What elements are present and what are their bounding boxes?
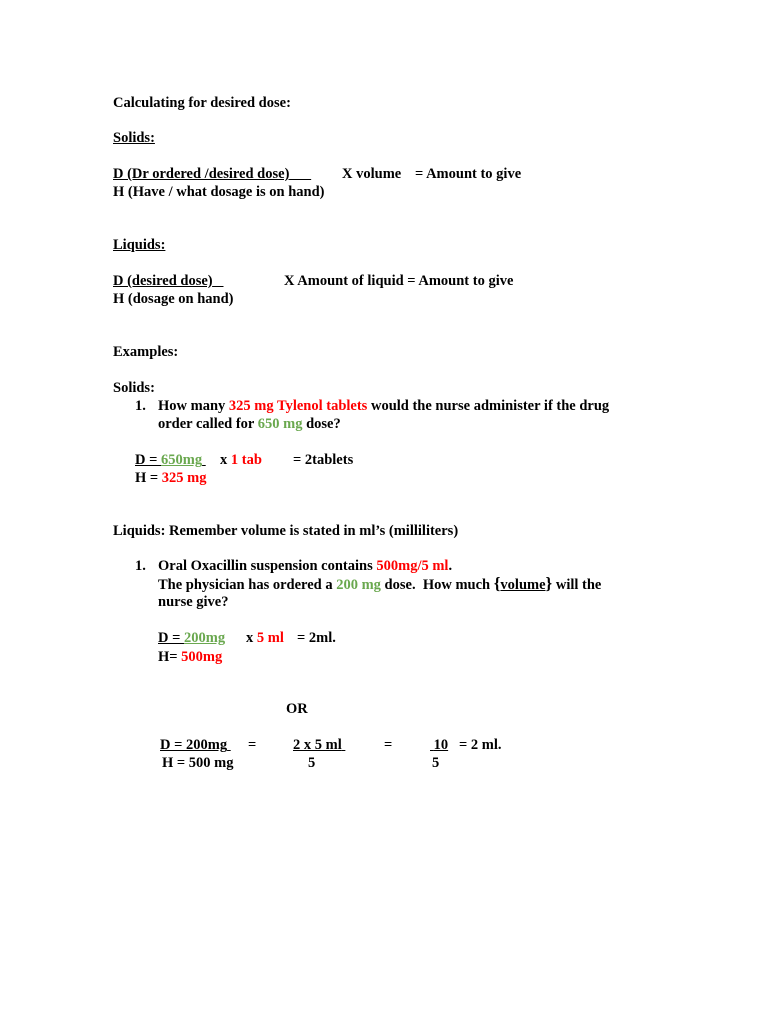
liquids-h-label: H= (158, 649, 182, 665)
liquids-l2-text1: The physician has ordered a (158, 577, 337, 593)
or-denominator-2: 5 (308, 755, 316, 771)
liquids-calc-denominator (158, 648, 222, 666)
liquids-x-value: 5 ml (256, 630, 284, 646)
solids-example-number: 1. (135, 398, 146, 414)
liquids-times-label: X Amount of liquid = Amount to give (284, 273, 514, 289)
liquids-example-heading: Liquids: Remember volume is stated in ml’s (milliliters) (113, 523, 459, 539)
liquids-l2-dose: 200 mg (336, 577, 381, 593)
liquids-calc-multiplier (246, 629, 284, 647)
open-brace: { (493, 574, 501, 593)
solids-q-text1: How many (158, 398, 229, 414)
liquids-numerator-text: D (desired dose) (113, 273, 213, 289)
liquids-l2-text3: will the (552, 577, 602, 593)
solids-h-value: 325 mg (161, 470, 207, 486)
solids-numerator-text: D (Dr ordered /desired dose) (113, 166, 290, 182)
liquids-x-label: x (246, 630, 257, 646)
solids-q-drug: 325 mg Tylenol tablets (228, 398, 368, 414)
solids-d-label: D = (135, 452, 161, 468)
solids-times-label: X volume (342, 166, 402, 182)
liquids-example-line3: nurse give? (158, 594, 229, 610)
solids-q-text4: dose? (302, 416, 341, 432)
solids-calc-denominator (135, 469, 207, 487)
liquids-l1-text1: Oral Oxacillin suspension contains (158, 558, 377, 574)
solids-formula-denominator: H (Have / what dosage is on hand) (113, 184, 325, 200)
solids-calc-result: = 2tablets (293, 452, 354, 468)
solids-calc-multiplier (220, 451, 262, 469)
or-equals-1: = (248, 737, 257, 753)
liquids-d-value: 200mg (183, 630, 226, 646)
close-brace: } (545, 574, 553, 593)
solids-calc-numerator (135, 451, 206, 469)
liquids-example-line1 (158, 557, 452, 575)
or-result: = 2 ml. (459, 737, 502, 753)
liquids-l1-concentration: 500mg/5 ml (376, 558, 449, 574)
or-numerator-2 (293, 736, 345, 754)
solids-equals-label: = Amount to give (415, 166, 522, 182)
solids-formula-numerator (113, 165, 311, 183)
liquids-formula-denominator: H (dosage on hand) (113, 291, 234, 307)
or-label: OR (286, 701, 308, 717)
liquids-calc-numerator (158, 629, 225, 647)
or-numerator-3 (430, 736, 448, 754)
liquids-l1-text2: . (448, 558, 453, 574)
solids-q-text3: order called for (158, 416, 258, 432)
liquids-example-number: 1. (135, 558, 146, 574)
solids-q-text2: would the nurse administer if the drug (367, 398, 610, 414)
liquids-h-value: 500mg (181, 649, 223, 665)
liquids-heading: Liquids: (113, 237, 166, 253)
solids-x-label: x (220, 452, 231, 468)
or-numerator-3-text: 10 (433, 737, 449, 753)
examples-heading: Examples: (113, 344, 179, 360)
or-denominator-3: 5 (432, 755, 440, 771)
liquids-formula-numerator (113, 272, 224, 290)
page-title: Calculating for desired dose: (113, 95, 291, 111)
liquids-calc-result: = 2ml. (297, 630, 336, 646)
or-equals-2: = (384, 737, 393, 753)
solids-d-value: 650mg (160, 452, 203, 468)
liquids-l2-text2: dose. How much (380, 577, 494, 593)
or-d-term (160, 736, 231, 754)
or-h-term: H = 500 mg (162, 755, 234, 771)
liquids-d-label: D = (158, 630, 184, 646)
solids-heading: Solids: (113, 130, 155, 146)
solids-q-dose: 650 mg (257, 416, 303, 432)
liquids-l2-volume: volume (500, 577, 546, 593)
solids-x-value: 1 tab (230, 452, 262, 468)
solids-example-question-line1 (158, 397, 609, 415)
solids-example-heading: Solids: (113, 380, 155, 396)
liquids-example-line2 (158, 575, 601, 594)
or-numerator-2-text: 2 x 5 ml (293, 737, 342, 753)
solids-h-label: H = (135, 470, 162, 486)
or-d-term-text: D = 200mg (160, 737, 228, 753)
solids-example-question-line2 (158, 415, 341, 433)
